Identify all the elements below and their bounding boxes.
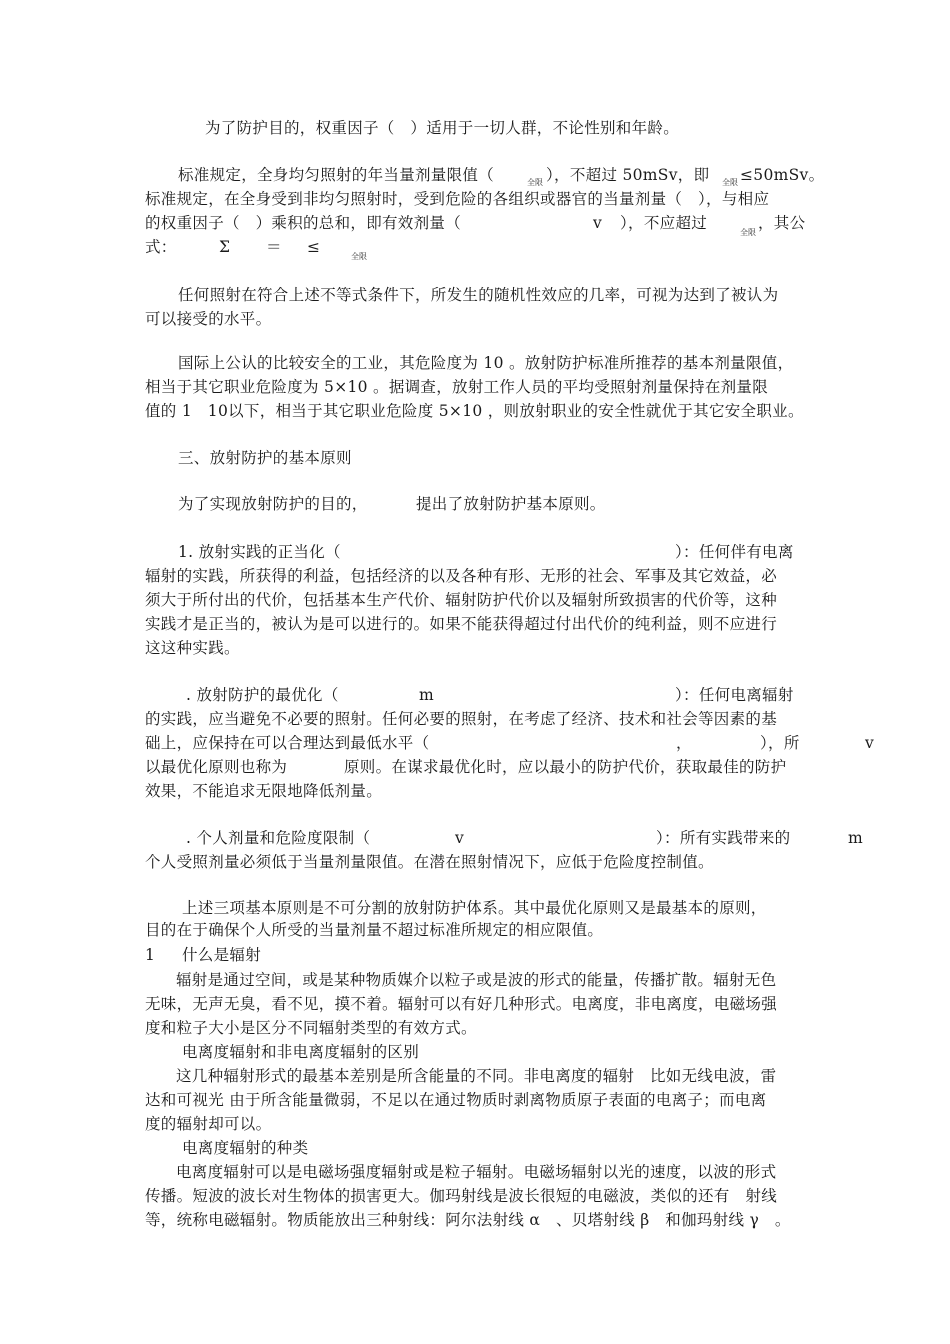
subscript-quanxian: 全限 — [722, 178, 738, 187]
principle2-line3-comma: ， — [676, 734, 692, 752]
principle2-line3-v: v — [865, 734, 875, 752]
para3-line2: 可以接受的水平。 — [145, 310, 272, 328]
para2-line3-c: ，其公 — [758, 214, 806, 232]
para2-line1-a: 标准规定，全身均匀照射的年当量剂量限值（ — [178, 166, 495, 184]
para2-line1-c: ≤50mSv。 — [740, 166, 825, 184]
subheading-difference: 电离度辐射和非电离度辐射的区别 — [182, 1043, 420, 1061]
principle1-line5: 这这种实践。 — [145, 639, 240, 657]
para2-line1-b: ），不超过 50mSv，即 — [546, 166, 710, 184]
para4-line1: 国际上公认的比较安全的工业，其危险度为 10 。放射防护标准所推荐的基本剂量限值， — [178, 354, 794, 372]
principle3-line1-a: . 个人剂量和危险度限制（ — [186, 829, 371, 847]
para5-line1-a: 为了实现放射防护的目的， — [178, 495, 368, 513]
principle2-line5: 效果，不能追求无限地降低剂量。 — [145, 782, 383, 800]
section1-number: 1 — [145, 946, 156, 964]
para4-line2: 相当于其它职业危险度为 5×10 。据调查，放射工作人员的平均受照射剂量保持在剂量限 — [145, 378, 769, 396]
para2-line3-a: 的权重因子（ ）乘积的总和，即有效剂量（ — [145, 214, 462, 232]
subheading-kinds: 电离度辐射的种类 — [182, 1139, 309, 1157]
equals-sign: ＝ — [266, 238, 282, 256]
subscript-quanxian: 全限 — [740, 228, 756, 237]
principle1-line4: 实践才是正当的，被认为是可以进行的。如果不能获得超过付出代价的纯利益，则不应进行 — [145, 615, 778, 633]
radiation-line3: 度和粒子大小是区分不同辐射类型的有效方式。 — [145, 1019, 477, 1037]
principle2-line1-a: . 放射防护的最优化（ — [186, 686, 339, 704]
principle2-line1-m: m — [419, 686, 434, 704]
kinds-line2: 传播。短波的波长对生物体的损害更大。伽玛射线是波长很短的电磁波，类似的还有 射线 — [145, 1187, 778, 1205]
para3-line1: 任何照射在符合上述不等式条件下，所发生的随机性效应的几率，可视为达到了被认为 — [178, 286, 779, 304]
kinds-line3: 等，统称电磁辐射。物质能放出三种射线：阿尔法射线 α 、贝塔射线 β 和伽玛射线 γ 。 — [145, 1211, 791, 1229]
para2-line2: 标准规定，在全身受到非均匀照射时，受到危险的各组织或器官的当量剂量（ ），与相应 — [145, 190, 770, 208]
difference-line1: 这几种辐射形式的最基本差别是所含能量的不同。非电离度的辐射 比如无线电波，雷 — [176, 1067, 777, 1085]
difference-line3: 度的辐射却可以。 — [145, 1115, 272, 1133]
kinds-line1: 电离度辐射可以是电磁场强度辐射或是粒子辐射。电磁场辐射以光的速度，以波的形式 — [176, 1163, 777, 1181]
principle3-line2: 个人受照剂量必须低于当量剂量限值。在潜在照射情况下，应低于危险度控制值。 — [145, 853, 714, 871]
section-heading: 三、放射防护的基本原则 — [178, 449, 352, 467]
principle2-line3-a: 础上，应保持在可以合理达到最低水平（ — [145, 734, 430, 752]
principle2-line1-b: ）：任何电离辐射 — [675, 686, 794, 704]
principle2-line2: 的实践，应当避免不必要的照射。任何必要的照射，在考虑了经济、技术和社会等因素的基 — [145, 710, 778, 728]
summary-line2: 目的在于确保个人所受的当量剂量不超过标准所规定的相应限值。 — [145, 921, 604, 939]
radiation-line2: 无味，无声无臭，看不见，摸不着。辐射可以有好几种形式。电离度，非电离度，电磁场强 — [145, 995, 778, 1013]
para2-line3-b: ），不应超过 — [620, 214, 708, 232]
principle2-line3-b: ），所 — [760, 734, 800, 752]
difference-line2: 达和可视光 由于所含能量微弱，不足以在通过物质时剥离物质原子表面的电离子；而电离 — [145, 1091, 767, 1109]
principle2-line4-a: 以最优化原则也称为 — [145, 758, 288, 776]
principle1-line2: 辐射的实践，所获得的利益，包括经济的以及各种有形、无形的社会、军事及其它效益，必 — [145, 567, 778, 585]
principle3-line1-b: ）：所有实践带来的 — [656, 829, 791, 847]
sum-sign: Σ — [219, 238, 231, 256]
principle3-line1-m: m — [848, 829, 863, 847]
radiation-line1: 辐射是通过空间，或是某种物质媒介以粒子或是波的形式的能量，传播扩散。辐射无色 — [176, 971, 777, 989]
principle3-line1-v: v — [455, 829, 465, 847]
para5-line1-b: 提出了放射防护基本原则。 — [416, 495, 606, 513]
principle1-line1-b: ）：任何伴有电离 — [675, 543, 794, 561]
para1-line1: 为了防护目的，权重因子（ ）适用于一切人群，不论性别和年龄。 — [205, 119, 680, 137]
subscript-quanxian: 全限 — [351, 252, 367, 261]
principle1-line3: 须大于所付出的代价，包括基本生产代价、辐射防护代价以及辐射所致损害的代价等，这种 — [145, 591, 778, 609]
subscript-quanxian: 全限 — [527, 178, 543, 187]
para4-line3: 值的 1 10以下，相当于其它职业危险度 5×10 ，则放射职业的安全性就优于其它安全职业。 — [145, 402, 804, 420]
principle2-line4-b: 原则。在谋求最优化时，应以最小的防护代价，获取最佳的防护 — [344, 758, 787, 776]
principle1-line1-a: 1. 放射实践的正当化（ — [178, 543, 341, 561]
para2-line3-v: v — [593, 214, 603, 232]
summary-line1: 上述三项基本原则是不可分割的放射防护体系。其中最优化原则又是最基本的原则， — [182, 899, 767, 917]
le-sign: ≤ — [307, 238, 321, 256]
para2-line4-a: 式： — [145, 238, 177, 256]
section1-title: 什么是辐射 — [182, 946, 262, 964]
